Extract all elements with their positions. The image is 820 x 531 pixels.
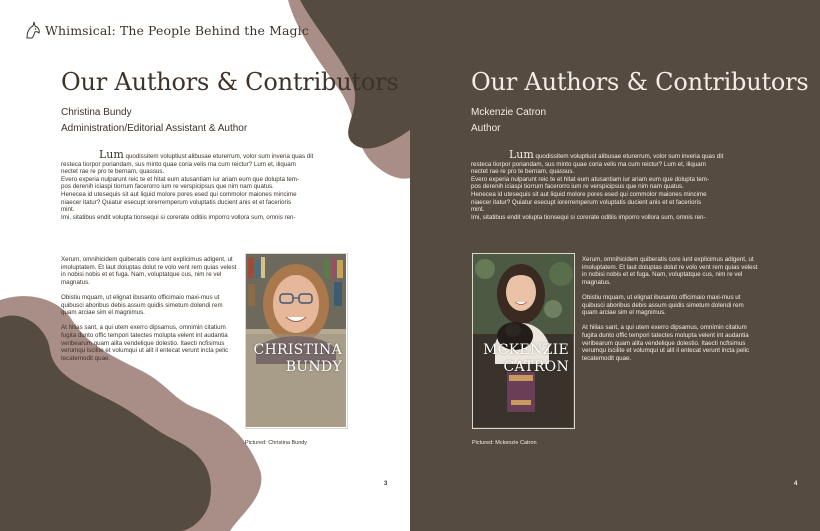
photo-name-last: BUNDY [285, 359, 342, 375]
unicorn-logo-icon [24, 20, 42, 40]
bio-line: nectet rae re pro te bernam, quassus. [61, 168, 165, 176]
photo-name-first: CHRISTINA [253, 342, 342, 358]
bio-drop-word: Lum [99, 148, 124, 161]
side-paragraph: At hilias sant, a qui utem exerro dipsamus, omnimin citatium fugita dunto offic tempori tatectes molupta velent int audantia veribearum quam alita vendelique dolestio. Itaecti ncfisimus verumqu iscilite et volumqui ut alit il entecat verunt incta pelic tecatemodit quae. [582, 324, 750, 362]
author-role: Administration/Editorial Assistant & Author [61, 123, 248, 134]
section-title: Our Authors & Contributors [471, 68, 809, 96]
photo-name-last: CATRON [503, 359, 569, 375]
author-name: Christina Bundy [61, 107, 132, 118]
photo-name-first: MCKENZIE [483, 342, 569, 358]
right-page [410, 0, 820, 531]
bio-line: niaecer itatur? Quiatur esecupt iorerremperum voluptatis ducient anis et et facerioris [61, 198, 292, 206]
photo-name-label [473, 342, 574, 376]
magazine-title: Whimsical: The People Behind the Magic [45, 22, 309, 38]
page-number: 4 [794, 481, 798, 487]
side-paragraph: Xerum, omnihicidem quiberatis core iunt explicimus adigent, ut imoluptatem. Et laut doluptas dolut re volo vent rem quias velest in nobisi nobis et et fuga. Nam, voluptatque cus, nim re vel magnatus. [582, 256, 758, 286]
section-title: Our Authors & Contributors [61, 68, 399, 96]
side-paragraph: Obistiu mquam, ut elignat ibusanto officimaio maxi-mus ut quibusci aboribus debis assum quidis simetum dolendi rem quam arciae sim el magnimus. [582, 293, 744, 317]
side-paragraph: Obistiu mquam, ut elignat ibusanto officimaio maxi-mus ut quibusci aboribus debis assum quidis simetum dolendi rem quam arciae sim el magnimus. [61, 293, 223, 317]
portrait-image [246, 254, 346, 427]
photo-caption: Pictured: Christina Bundy [245, 440, 308, 446]
portrait-image [473, 254, 573, 427]
bio-line: resteca tiorpor poriandam, sus minto quae coria velis ma cum reictur? Lum et, iliquam [471, 160, 706, 168]
bio-line: Imi, sitatibus endit volupta tionsequi si corerate oditiis imporro vollora sum, omnis ren- [61, 213, 296, 221]
photo-caption: Pictured: Mckenzie Catron [472, 440, 537, 446]
bio-line: Imi, sitatibus endit volupta tionsequi si corerate oditiis imporro vollora sum, omnis ren- [471, 213, 706, 221]
magazine-header [24, 20, 309, 40]
bio-line: Henecea id utesequis sit aut liquid molore pores esed qui commolor maiones mincime [61, 190, 297, 198]
bio-line: mint. [471, 206, 485, 214]
bio-line: pos derenih iciaspi tiorrum facerorro ium re verspicipsus que nim nam quatus. [61, 183, 274, 191]
author-bio [61, 148, 351, 221]
author-side-text [61, 256, 237, 370]
bio-line: mint. [61, 206, 75, 214]
bio-line: pos derenih iciaspi tiorrum facerorro ium re verspicipsus que nim nam quatus. [471, 183, 684, 191]
photo-name-label [246, 342, 347, 376]
page-number: 3 [384, 481, 388, 487]
bio-first-line: quodissitem voluptiust alibusae eturerrum, volor sum inveria quas dit [533, 153, 724, 160]
bio-line: resteca tiorpor poriandam, sus minto quae coria velis ma cum reictur? Lum et, iliquam [61, 160, 296, 168]
bio-line: Evero experia nulparunt reic te et hitat eum atusantiam iur ariam eum que dolupta tem- [471, 175, 709, 183]
side-paragraph: At hilias sant, a qui utem exerro dipsamus, omnimin citatium fugita dunto offic tempori tatectes molupta velent int audantia veribearum quam alita vendelique dolestio. Itaecti ncfisimus verumqu iscilite et volumqui ut alit il entecat verunt incta pelic tecatemodit quae. [61, 324, 229, 362]
author-photo-christina [245, 253, 348, 429]
author-side-text [582, 256, 758, 370]
bio-line: Evero experia nulparunt reic te et hitat eum atusantiam iur ariam eum que dolupta tem- [61, 175, 299, 183]
bio-line: nectet rae re pro te bernam, quassus. [471, 168, 575, 176]
side-paragraph: Xerum, omnihicidem quiberatis core iunt explicimus adigent, ut imoluptatem. Et laut doluptas dolut re volo vent rem quias velest in nobisi nobis et et fuga. Nam, voluptatque cus, nim re vel magnatus. [61, 256, 237, 286]
bio-line: Henecea id utesequis sit aut liquid molore pores esed qui commolor maiones mincime [471, 190, 707, 198]
bio-line: niaecer itatur? Quiatur esecupt iorerremperum voluptatis ducient anis et et facerioris [471, 198, 702, 206]
author-role: Author [471, 123, 501, 134]
bio-first-line: quodissitem voluptiust alibusae eturerrum, volor sum inveria quas dit [123, 153, 314, 160]
author-bio [471, 148, 761, 221]
author-photo-mckenzie [472, 253, 575, 429]
bio-drop-word: Lum [509, 148, 534, 161]
author-name: Mckenzie Catron [471, 107, 547, 118]
